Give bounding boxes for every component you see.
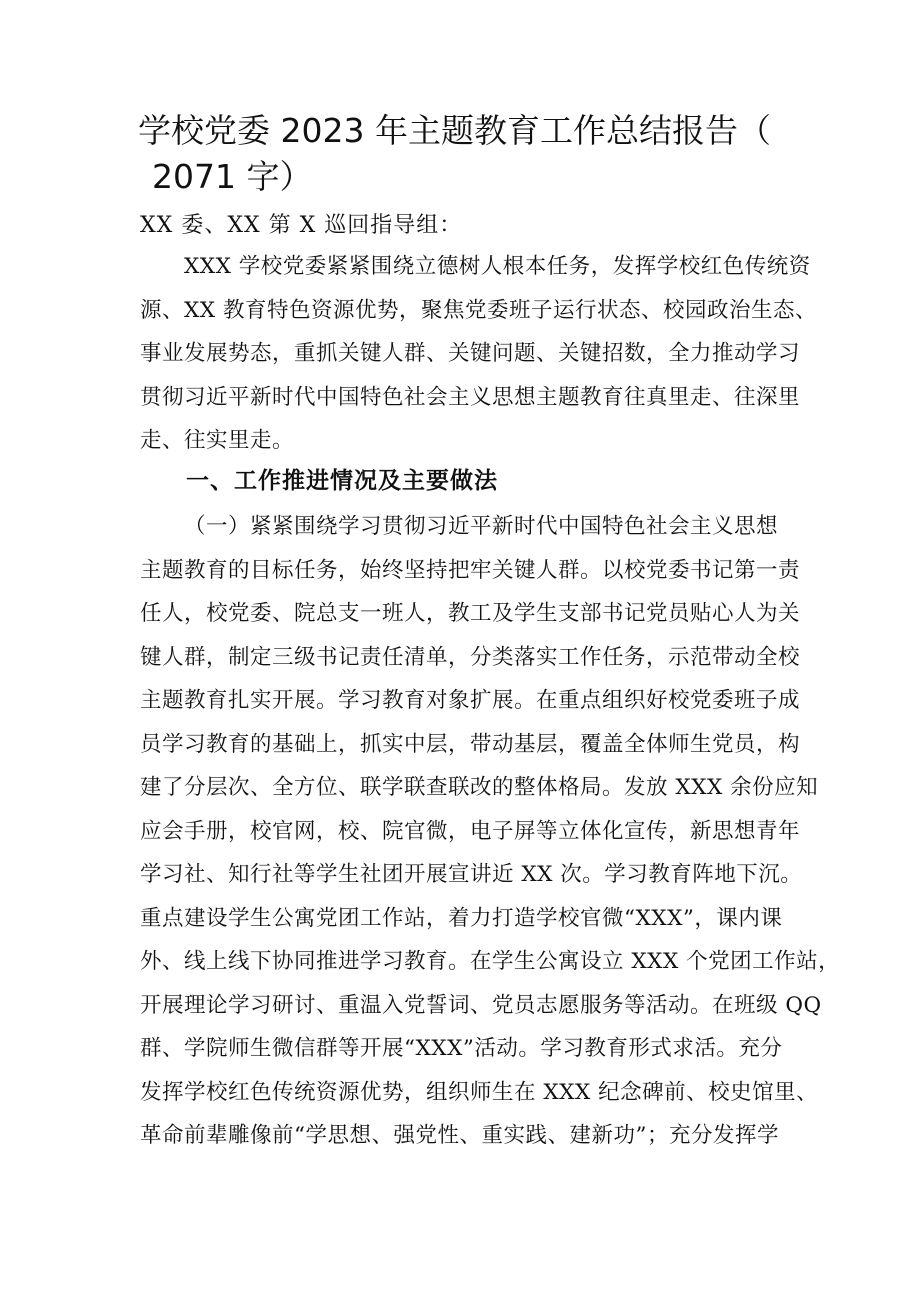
salutation: XX 委、XX 第 X 巡回指导组： bbox=[140, 213, 463, 238]
section-paragraph bbox=[140, 505, 840, 1158]
title-line-2: 2071 字） bbox=[152, 157, 313, 196]
paragraph-line: 开展理论学习研讨、重温入党誓词、党员志愿服务等活动。在班级 QQ bbox=[140, 992, 822, 1018]
paragraph-line: 源、XX 教育特色资源优势，聚焦党委班子运行状态、校园政治生态、 bbox=[140, 297, 817, 323]
paragraph-line: 员学习教育的基础上，抓实中层，带动基层，覆盖全体师生党员，构 bbox=[140, 731, 801, 757]
paragraph-line: 键人群，制定三级书记责任清单，分类落实工作任务，示范带动全校 bbox=[140, 644, 801, 670]
intro-paragraph bbox=[140, 245, 817, 463]
section-heading: 一、工作推进情况及主要做法 bbox=[186, 468, 498, 494]
paragraph-line: 应会手册，校官网，校、院官微，电子屏等立体化宣传，新思想青年 bbox=[140, 818, 801, 844]
paragraph-line: 学习社、知行社等学生社团开展宣讲近 XX 次。学习教育阵地下沉。 bbox=[140, 862, 803, 887]
paragraph-line: 革命前辈雕像前“学思想、强党性、重实践、建新功”；充分发挥学 bbox=[140, 1123, 779, 1148]
document-title bbox=[138, 108, 828, 200]
paragraph-line: 建了分层次、全方位、联学联查联改的整体格局。发放 XXX 余份应知 bbox=[140, 775, 819, 800]
paragraph-line: 主题教育扎实开展。学习教育对象扩展。在重点组织好校党委班子成 bbox=[140, 688, 801, 713]
paragraph-line: （一）紧紧围绕学习贯彻习近平新时代中国特色社会主义思想 bbox=[184, 514, 779, 539]
paragraph-line: XXX 学校党委紧紧围绕立德树人根本任务，发挥学校红色传统资 bbox=[184, 254, 811, 279]
paragraph-line: 任人，校党委、院总支一班人，教工及学生支部书记党员贴心人为关 bbox=[140, 601, 801, 626]
title-line-1: 学校党委 2023 年主题教育工作总结报告（ bbox=[138, 111, 771, 150]
paragraph-line: 走、往实里走。 bbox=[140, 428, 295, 453]
paragraph-line: 群、学院师生微信群等开展“XXX”活动。学习教育形式求活。充分 bbox=[140, 1036, 783, 1061]
paragraph-line: 发挥学校红色传统资源优势，组织师生在 XXX 纪念碑前、校史馆里、 bbox=[140, 1079, 819, 1105]
paragraph-line: 事业发展势态，重抓关键人群、关键问题、关键招数，全力推动学习 bbox=[140, 341, 801, 366]
paragraph-line: 外、线上线下协同推进学习教育。在学生公寓设立 XXX 个党团工作站， bbox=[140, 949, 841, 974]
paragraph-line: 重点建设学生公寓党团工作站，着力打造学校官微“XXX”，课内课 bbox=[140, 905, 783, 931]
paragraph-line: 贯彻习近平新时代中国特色社会主义思想主题教育往真里走、往深里 bbox=[140, 384, 801, 410]
paragraph-line: 主题教育的目标任务，始终坚持把牢关键人群。以校党委书记第一责 bbox=[140, 557, 801, 583]
